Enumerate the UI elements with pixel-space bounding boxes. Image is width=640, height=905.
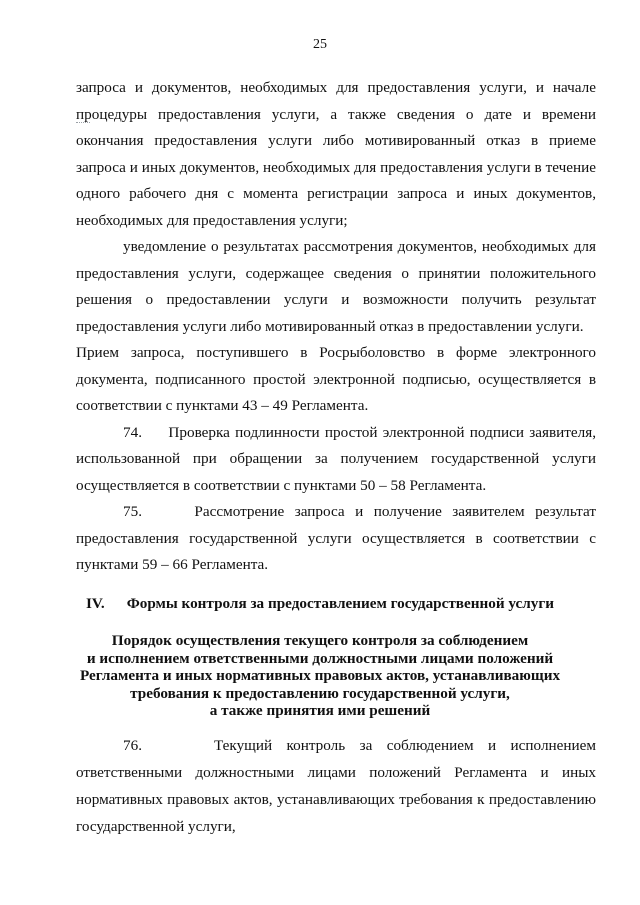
section-heading <box>0 595 640 613</box>
subsection-heading <box>0 632 640 720</box>
paragraph-notification: уведомление о результатах рассмотрения документов, необходимых для предоставления услуги, содержащее сведения о принятии положительного решения о предоставлении услуги и возможности получить результат предоставления услуги либо мотивированный отказ в предоставлении услуги. <box>76 238 596 335</box>
subsection-line: требования к предоставлению государственной услуги, <box>130 684 510 702</box>
paragraph-74: 74. Проверка подлинности простой электронной подписи заявителя, использованной при обращении за получением государственной услуги осуществляется в соответствии с пунктами 50 – 58 Регламента. <box>76 423 600 494</box>
body-text-bottom <box>76 732 600 840</box>
paragraph-request-acceptance: Прием запроса, поступившего в Росрыболовство в форме электронного документа, подписанного простой электронной подписью, осуществляется в соответствии с пунктами 43 – 49 Регламента. <box>76 344 596 414</box>
section-number: IV. <box>85 595 105 612</box>
body-text-top <box>76 75 600 579</box>
paragraph-75: 75. Рассмотрение запроса и получение заявителем результат предоставления государственной услуги осуществляется в соответствии с пунктами 59 – 66 Регламента. <box>76 503 600 573</box>
subsection-line: а также принятия ими решений <box>209 702 431 719</box>
paragraph-request-confirmation: запроса и документов, необходимых для предоставления услуги, и начале процедуры предоставления услуги, а также сведения о дате и времени окончания предоставления услуги либо мотивированный отказ в приеме запроса и иных документов, необходимых для предоставления услуги в течение одного рабочего дня с момента регистрации запроса и иных документов, необходимых для предоставления услуги; <box>76 79 596 229</box>
subsection-line: и исполнением ответственными должностными лицами положений <box>86 649 554 667</box>
section-title: Формы контроля за предоставлением государственной услуги <box>126 595 555 612</box>
paragraph-76: 76. Текущий контроль за соблюдением и исполнением ответственными должностными лицами положений Регламента и иных нормативных правовых актов, устанавливающих требования к предоставлению государственной услуги, <box>76 737 600 835</box>
page-number: 25 <box>313 37 327 52</box>
subsection-line: Порядок осуществления текущего контроля за соблюдением <box>111 632 529 649</box>
subsection-line: Регламента и иных нормативных правовых актов, устанавливающих <box>79 667 561 684</box>
